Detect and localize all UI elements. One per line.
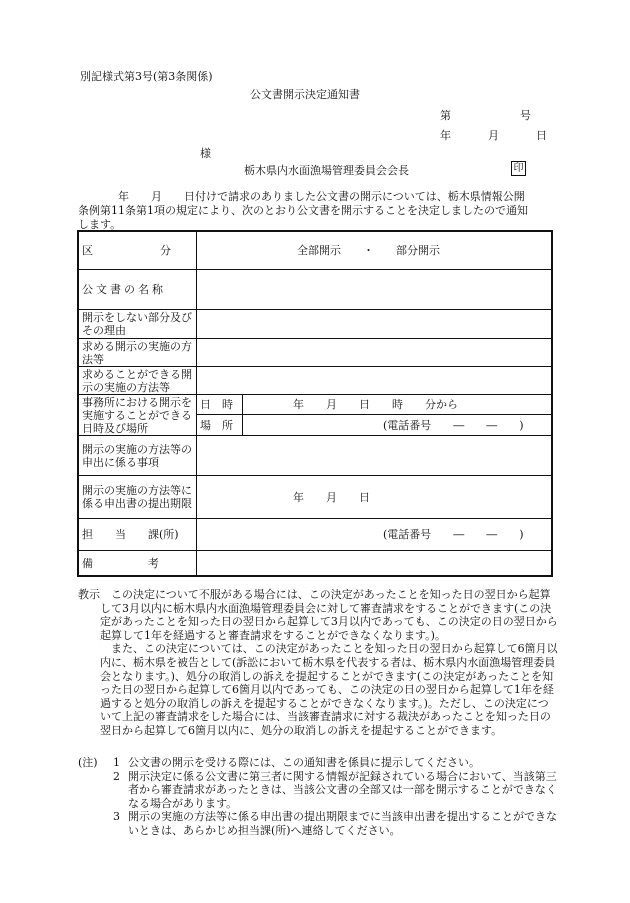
note-number: 1 xyxy=(113,756,120,769)
table-row xyxy=(79,519,552,551)
table-row xyxy=(79,270,552,310)
instruction-para-2: また、この決定については、この決定があったことを知った日の翌日から起算して6箇月以内に、栃木県を被告として(訴訟において栃木県を代表する者は、栃木県内水面漁場管理委員会となります。)、処分の取消しの訴えを提起することができます(この決定があったことを知った日の翌日から起算して6箇月以内であっても、この決定の日の翌日から起算して1年を経過すると処分の取消しの訴えを提起することができなくなります。)。ただし、この決定について上記の審査請求をした場合には、当該審査請求に対する裁決があったことを知った日の翌日から起算して6箇月以内に、処分の取消しの訴えを提起することができます。 xyxy=(100,642,558,737)
office-label: 事務所における開示を実施することができる日時及び場所 xyxy=(79,395,197,436)
available-method-label: 求めることができる開示の実施の方法等 xyxy=(79,367,197,395)
section-phone[interactable]: (電話番号 ― ― ) xyxy=(197,519,552,551)
intro-line-1: 年 月 日付けで請求のありました公文書の開示については、栃木県情報公開 xyxy=(118,190,525,203)
remarks-label: 備 考 xyxy=(79,551,197,576)
note-text: 開示決定に係る公文書に第三者に関する情報が記録されている場合において、当該第三者から審査請求があったときは、当該公文書の全部又は一部を開示することができなくなる場合があります。 xyxy=(128,769,557,810)
non-disclosure-value[interactable] xyxy=(197,310,552,339)
table-row xyxy=(79,367,552,395)
doc-name-value[interactable] xyxy=(197,270,552,310)
requested-method-value[interactable] xyxy=(197,339,552,367)
number-field xyxy=(440,107,536,123)
instruction-section xyxy=(78,588,558,738)
table-row xyxy=(79,310,552,339)
instruction-label: 教示 xyxy=(78,588,100,601)
note-text: 公文書の開示を受ける際には、この通知書を係員に提示してください。 xyxy=(128,756,480,769)
intro-line-2: 条例第11条第1項の規定により、次のとおり公文書を開示することを決定しましたので通知 xyxy=(78,204,528,217)
remarks-value[interactable] xyxy=(197,551,552,576)
application-label: 開示の実施の方法等の申出に係る事項 xyxy=(79,436,197,476)
place-label: 場 所 xyxy=(197,415,243,436)
category-value: 全部開示 ・ 部分開示 xyxy=(197,232,552,270)
table-row xyxy=(79,232,552,270)
note-number: 3 xyxy=(113,810,120,824)
list-item xyxy=(78,756,558,770)
section-label: 担 当 課(所) xyxy=(79,519,197,551)
instruction-text-1: この決定について不服がある場合には、この決定があったことを知った日の翌日から起算して3月以内に栃木県内水面漁場管理委員会に対して審査請求をすることができます(この決定があったことを知った日の翌日から起算して3月以内であっても、この決定の日の翌日から起算して1年を経過すると審査請求をすることができなくなります。)。 xyxy=(100,588,558,642)
deadline-label: 開示の実施の方法等に係る申出書の提出期限 xyxy=(79,476,197,519)
available-method-value[interactable] xyxy=(197,367,552,395)
list-item xyxy=(78,810,558,837)
issuer-name: 栃木県内水面漁場管理委員会会長 xyxy=(244,164,409,177)
disclosure-table xyxy=(78,231,552,576)
deadline-value[interactable]: 年 月 日 xyxy=(197,476,552,519)
table-row xyxy=(79,551,552,576)
instruction-para-1 xyxy=(78,588,558,642)
intro-line-3: します。 xyxy=(78,218,122,231)
number-label: 第 号 xyxy=(440,109,536,122)
date-field xyxy=(440,127,552,143)
list-item xyxy=(78,770,558,811)
date-label: 年 月 日 xyxy=(440,129,552,142)
document-title: 公文書開示決定通知書 xyxy=(250,88,360,101)
notes-section xyxy=(78,756,558,838)
notes-label: (注) xyxy=(78,756,98,769)
table-row xyxy=(79,339,552,367)
table-row xyxy=(79,436,552,476)
non-disclosure-label: 開示をしない部分及びその理由 xyxy=(79,310,197,339)
form-number: 別記様式第3号(第3条関係) xyxy=(80,70,213,83)
phone-value[interactable]: (電話番号 ― ― ) xyxy=(243,415,552,436)
table-row xyxy=(79,395,552,415)
application-value[interactable] xyxy=(197,436,552,476)
datetime-value[interactable]: 年 月 日 時 分から xyxy=(243,395,552,415)
note-number: 2 xyxy=(113,769,120,783)
note-text: 開示の実施の方法等に係る申出書の提出期限までに当該申出書を提出することができないときは、あらかじめ担当課(所)へ連絡してください。 xyxy=(128,810,557,837)
doc-name-label: 公文書の名称 xyxy=(79,270,197,310)
category-label: 区 分 xyxy=(79,232,197,270)
requested-method-label: 求める開示の実施の方法等 xyxy=(79,339,197,367)
seal-mark: 印 xyxy=(511,161,526,176)
addressee-suffix: 様 xyxy=(200,147,211,160)
table-row xyxy=(79,476,552,519)
datetime-label: 日 時 xyxy=(197,395,243,415)
